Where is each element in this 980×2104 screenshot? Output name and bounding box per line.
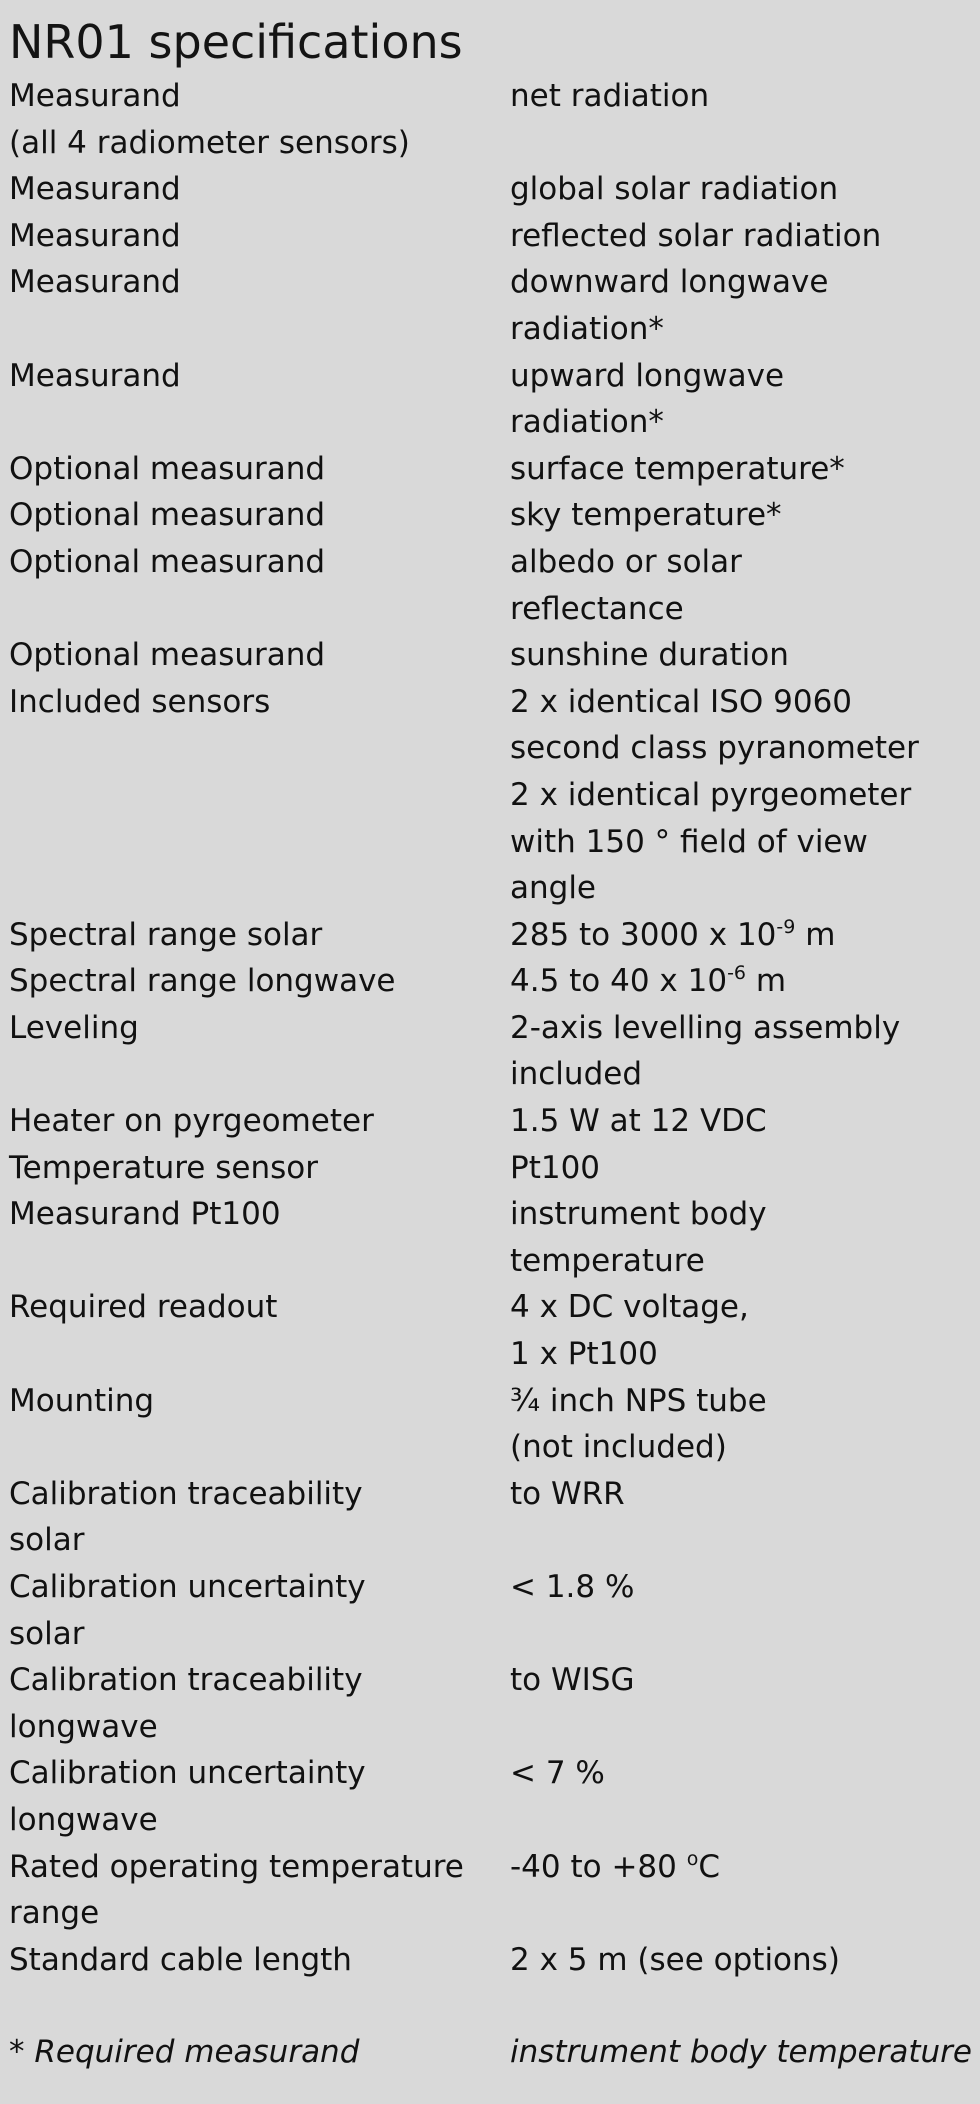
specifications-table: [9, 73, 970, 1983]
spec-value-line: net radiation: [510, 78, 710, 114]
spec-parameter: [9, 632, 510, 679]
spec-value-line: 2 x 5 m (see options): [510, 1941, 840, 1978]
spec-parameter-line: Measurand: [9, 357, 181, 394]
spec-value: [510, 1145, 970, 1192]
spec-value-line: [510, 912, 970, 959]
spec-parameter-line: Measurand Pt100: [9, 1196, 281, 1233]
spec-row: [9, 1378, 970, 1471]
spec-parameter: [9, 213, 510, 260]
spec-value-line: second class pyranometer: [510, 730, 919, 767]
spec-row: [9, 1471, 970, 1564]
spec-value-line: reflectance: [510, 590, 684, 627]
footnote-left: * Required measurand: [9, 2034, 360, 2071]
spec-value-line: 4 x DC voltage,: [510, 1289, 749, 1326]
spec-value-unit: m: [746, 963, 787, 1000]
spec-parameter-line: solar: [9, 1522, 85, 1559]
spec-parameter-line: solar: [9, 1615, 85, 1652]
spec-value-text: 4.5 to 40 x 10: [510, 963, 728, 1000]
spec-row: [9, 1005, 970, 1098]
spec-value: [510, 1657, 970, 1750]
spec-value-line: ¾ inch NPS tube: [510, 1382, 767, 1419]
spec-parameter-line: Spectral range solar: [9, 916, 323, 953]
spec-row: [9, 166, 970, 213]
spec-row: [9, 492, 970, 539]
spec-value-line: 1.5 W at 12 VDC: [510, 1103, 767, 1140]
spec-row: [9, 446, 970, 493]
spec-parameter-line: Heater on pyrgeometer: [9, 1103, 374, 1140]
spec-value-unit: C: [698, 1848, 721, 1885]
spec-row: [9, 213, 970, 260]
spec-value: [510, 492, 970, 539]
spec-value: [510, 1284, 970, 1377]
spec-row: [9, 632, 970, 679]
spec-parameter-line: Rated operating temperature: [9, 1848, 464, 1885]
spec-row: [9, 1844, 970, 1937]
spec-value-line: < 7 %: [510, 1755, 605, 1792]
spec-parameter-line: Leveling: [9, 1009, 139, 1046]
spec-value-line: included: [510, 1056, 642, 1093]
spec-parameter: [9, 1005, 510, 1098]
spec-value-line: radiation*: [510, 310, 664, 347]
spec-row: [9, 912, 970, 959]
spec-value-superscript: -9: [776, 915, 796, 938]
spec-value: [510, 958, 970, 1005]
spec-value-line: angle: [510, 870, 597, 907]
spec-parameter: [9, 1471, 510, 1564]
spec-parameter-line: longwave: [9, 1708, 158, 1745]
spec-parameter: [9, 1657, 510, 1750]
spec-parameter-line: Calibration traceability: [9, 1662, 363, 1699]
spec-parameter-line: Optional measurand: [9, 543, 326, 580]
spec-value: [510, 632, 970, 679]
spec-value: [510, 259, 970, 352]
spec-parameter-line: Optional measurand: [9, 637, 326, 674]
spec-parameter: [9, 1145, 510, 1192]
spec-value-line: upward longwave: [510, 357, 785, 394]
spec-value-superscript: o: [686, 1847, 699, 1870]
spec-value-unit: m: [795, 916, 836, 953]
spec-value-line: albedo or solar: [510, 543, 742, 580]
spec-row: [9, 1937, 970, 1984]
spec-row: [9, 1564, 970, 1657]
spec-value: [510, 73, 970, 166]
spec-value-line: downward longwave: [510, 264, 829, 301]
spec-value-line: [510, 958, 970, 1005]
spec-value-line: global solar radiation: [510, 171, 839, 208]
spec-parameter: [9, 679, 510, 912]
spec-row: [9, 958, 970, 1005]
spec-parameter: [9, 73, 510, 166]
spec-parameter-line: Calibration traceability: [9, 1475, 363, 1512]
spec-parameter-line: Temperature sensor: [9, 1149, 318, 1186]
spec-value: [510, 166, 970, 213]
spec-value-line: 1 x Pt100: [510, 1336, 658, 1373]
spec-value: [510, 1750, 970, 1843]
spec-value-line: sunshine duration: [510, 637, 789, 674]
spec-parameter: [9, 1098, 510, 1145]
spec-row: [9, 1284, 970, 1377]
spec-parameter-line: Spectral range longwave: [9, 963, 396, 1000]
spec-value: [510, 1378, 970, 1471]
spec-value: [510, 213, 970, 260]
spec-value-line: 2-axis levelling assembly: [510, 1009, 901, 1046]
spec-row: [9, 353, 970, 446]
spec-parameter-line: Measurand: [9, 217, 181, 254]
spec-value: [510, 1471, 970, 1564]
spec-parameter: [9, 1844, 510, 1937]
spec-value: [510, 539, 970, 632]
spec-value-line: instrument body: [510, 1196, 767, 1233]
spec-parameter: [9, 539, 510, 632]
spec-value-line: [510, 1844, 970, 1891]
spec-value: [510, 1564, 970, 1657]
spec-value: [510, 1098, 970, 1145]
spec-parameter-line: Mounting: [9, 1382, 155, 1419]
spec-row: [9, 539, 970, 632]
spec-row: [9, 73, 970, 166]
spec-value: [510, 1844, 970, 1937]
spec-parameter-line: Measurand: [9, 264, 181, 301]
footnote: [9, 2029, 980, 2075]
spec-value-line: radiation*: [510, 404, 664, 441]
spec-value-line: < 1.8 %: [510, 1569, 635, 1605]
spec-value-line: sky temperature*: [510, 497, 782, 534]
spec-value-text: 285 to 3000 x 10: [510, 916, 777, 953]
spec-parameter-line: Calibration uncertainty: [9, 1569, 366, 1605]
spec-parameter: [9, 166, 510, 213]
spec-value-line: reflected solar radiation: [510, 217, 882, 254]
spec-value: [510, 912, 970, 959]
spec-parameter-line: range: [9, 1895, 100, 1932]
spec-parameter-line: Optional measurand: [9, 450, 326, 487]
spec-row: [9, 1750, 970, 1843]
spec-parameter: [9, 353, 510, 446]
spec-value-line: with 150 ° field of view: [510, 823, 868, 860]
spec-row: [9, 1098, 970, 1145]
spec-value-line: 2 x identical ISO 9060: [510, 683, 853, 720]
spec-value-line: Pt100: [510, 1149, 601, 1186]
spec-parameter: [9, 958, 510, 1005]
spec-parameter: [9, 1750, 510, 1843]
spec-value-line: surface temperature*: [510, 450, 845, 487]
spec-parameter: [9, 1564, 510, 1657]
spec-value: [510, 353, 970, 446]
spec-value: [510, 446, 970, 493]
spec-parameter: [9, 1937, 510, 1984]
spec-parameter-line: (all 4 radiometer sensors): [9, 124, 410, 161]
spec-row: [9, 1191, 970, 1284]
page-title: NR01 specifications: [9, 15, 463, 69]
spec-value-line: (not included): [510, 1429, 727, 1466]
spec-value: [510, 1191, 970, 1284]
specifications-table-body: [9, 73, 970, 1983]
spec-parameter-line: Measurand: [9, 78, 181, 114]
footnote-right: instrument body temperature: [510, 2034, 972, 2071]
spec-value: [510, 1005, 970, 1098]
spec-value-text: -40 to +80: [510, 1848, 687, 1885]
spec-parameter-line: Calibration uncertainty: [9, 1755, 366, 1792]
spec-value-line: 2 x identical pyrgeometer: [510, 776, 912, 813]
spec-parameter-line: longwave: [9, 1801, 158, 1838]
spec-parameter: [9, 1284, 510, 1377]
spec-parameter-line: Optional measurand: [9, 497, 326, 534]
spec-parameter: [9, 492, 510, 539]
spec-parameter: [9, 912, 510, 959]
spec-value: [510, 1937, 970, 1984]
spec-parameter-line: Standard cable length: [9, 1941, 352, 1978]
spec-row: [9, 679, 970, 912]
spec-row: [9, 1145, 970, 1192]
spec-parameter: [9, 1191, 510, 1284]
spec-value-line: temperature: [510, 1242, 705, 1279]
spec-value-superscript: -6: [727, 962, 747, 985]
spec-value-line: to WISG: [510, 1662, 635, 1699]
spec-parameter-line: Included sensors: [9, 683, 271, 720]
spec-parameter: [9, 446, 510, 493]
spec-value-line: to WRR: [510, 1475, 625, 1512]
spec-row: [9, 259, 970, 352]
spec-parameter-line: Measurand: [9, 171, 181, 208]
spec-row: [9, 1657, 970, 1750]
spec-parameter: [9, 1378, 510, 1471]
spec-parameter: [9, 259, 510, 352]
spec-value: [510, 679, 970, 912]
spec-parameter-line: Required readout: [9, 1289, 278, 1326]
